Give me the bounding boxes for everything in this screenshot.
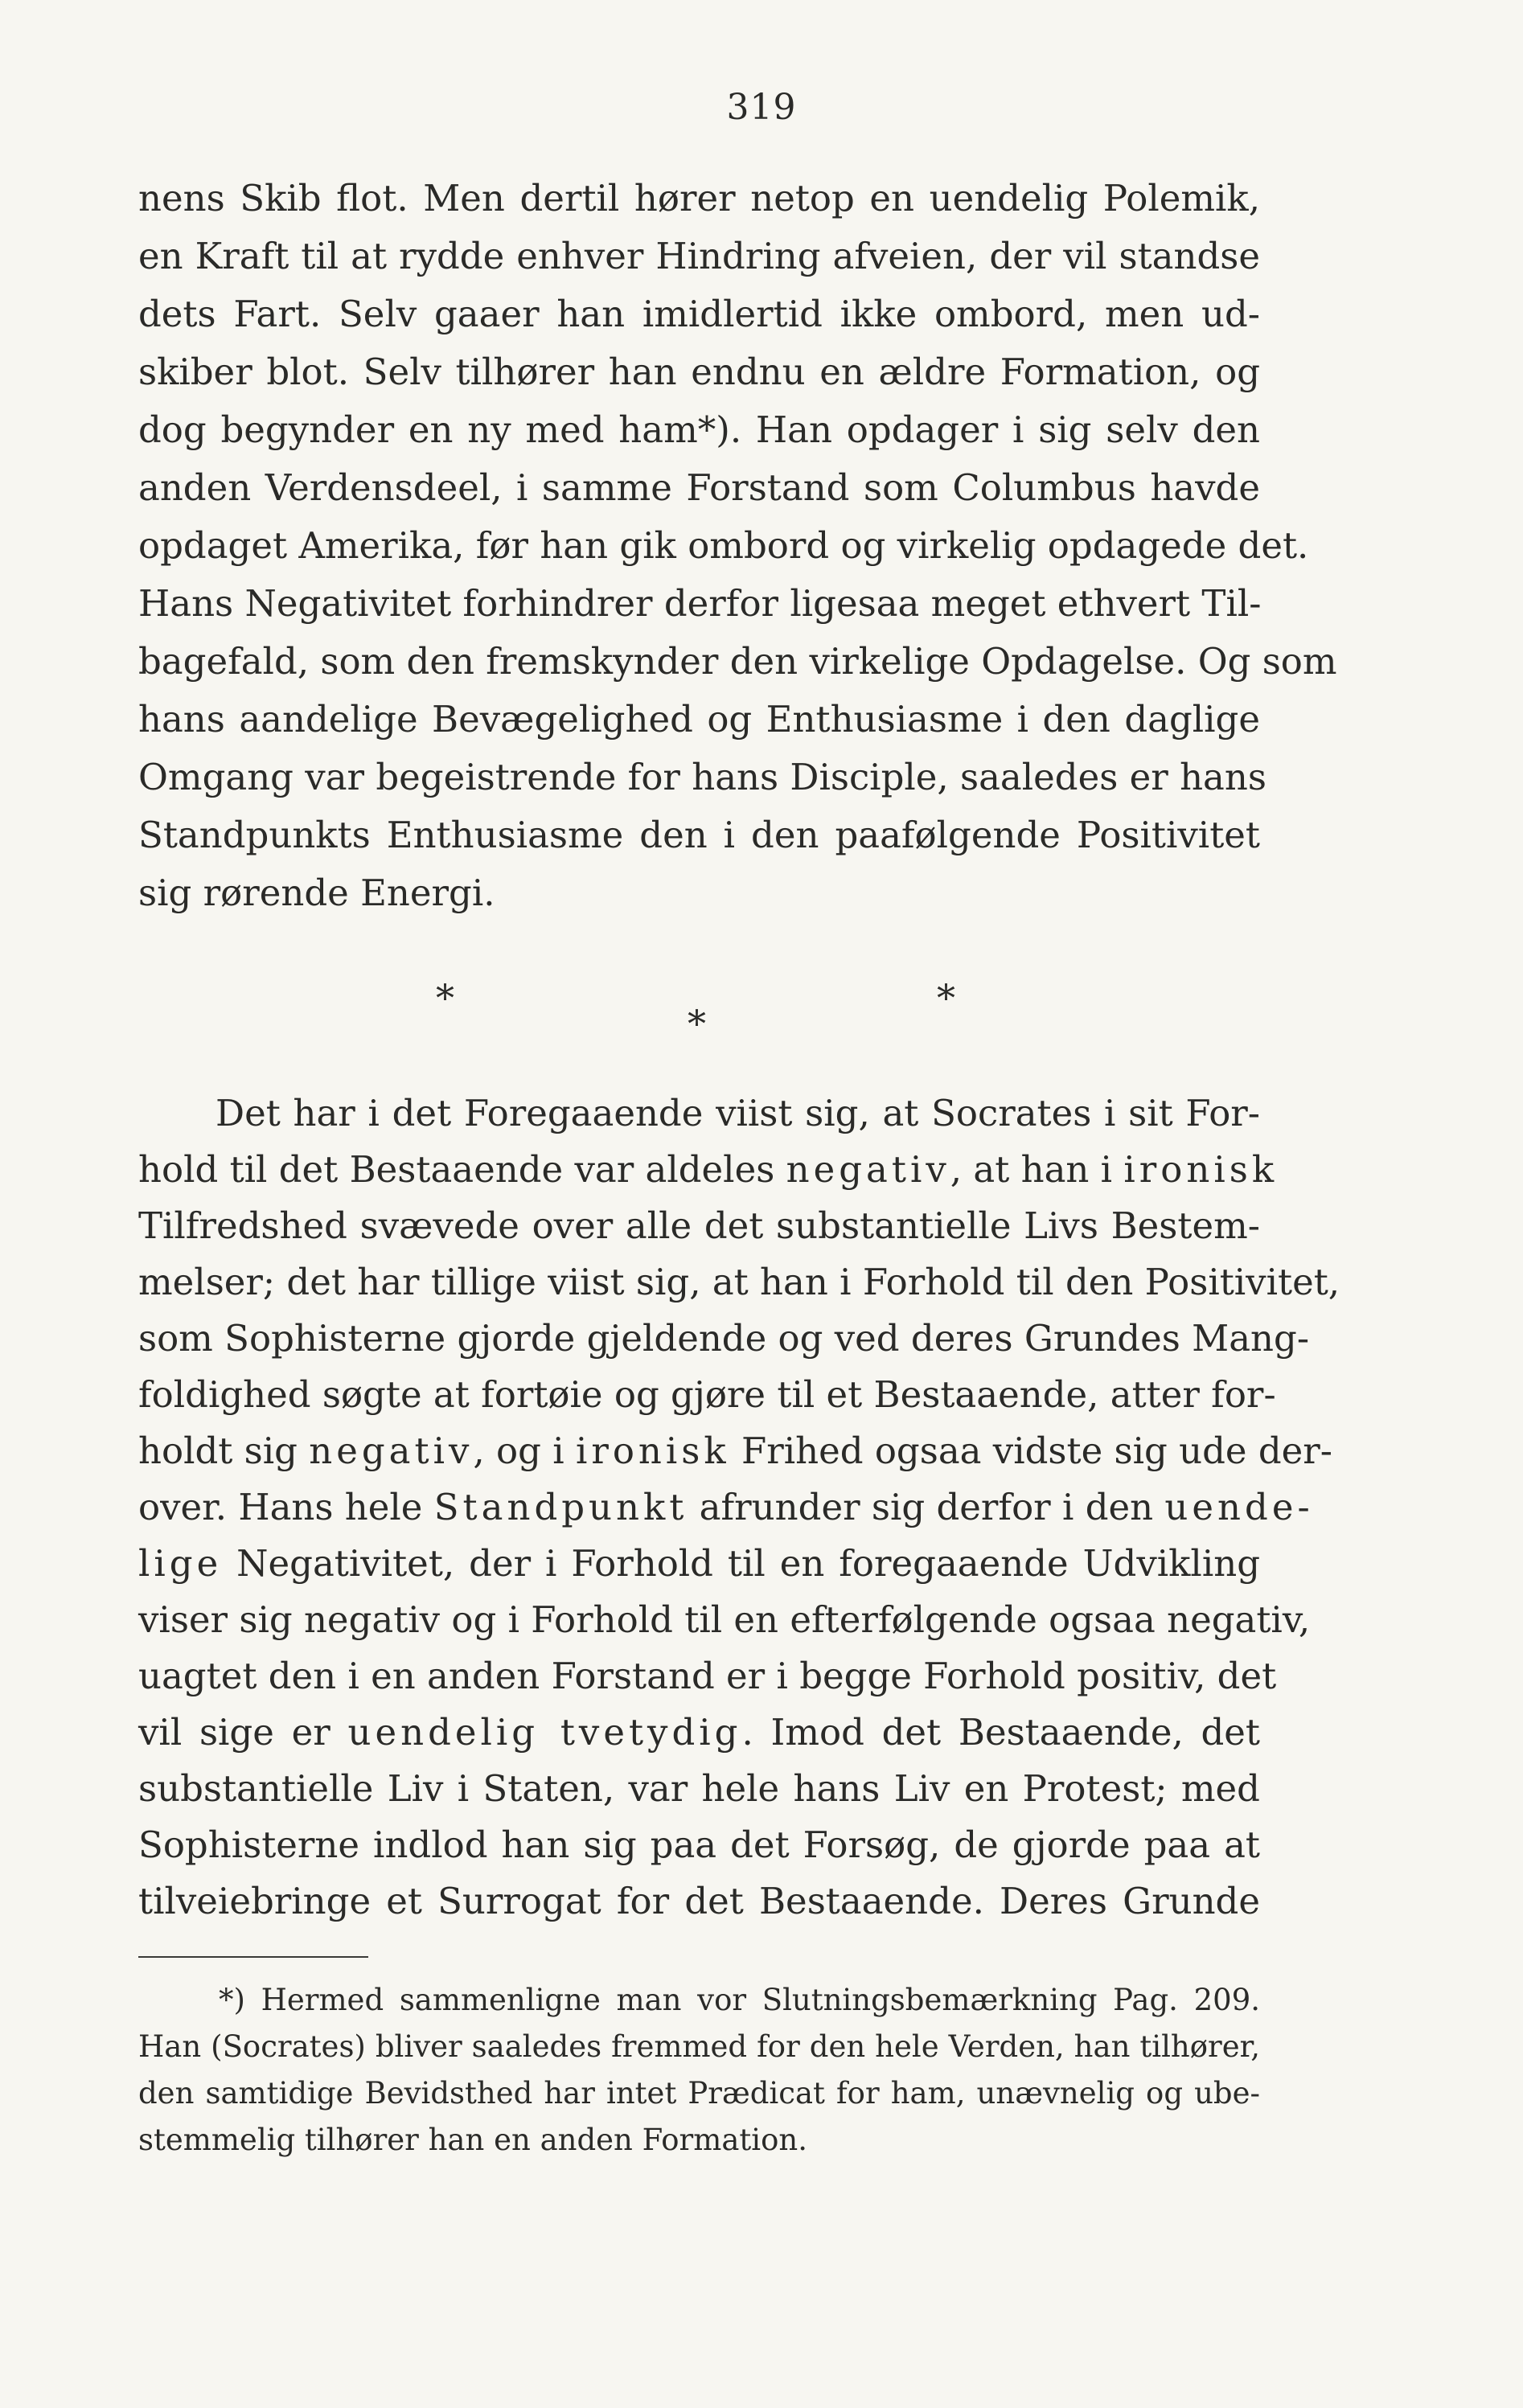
asterisk: * <box>937 976 955 1019</box>
text-line: nens Skib flot. Men dertil hører netop en uendelig Polemik, <box>138 177 1260 219</box>
text-line: viser sig negativ og i Forhold til en efterfølgende ogsaa negativ, <box>138 1598 1311 1641</box>
spaced-emphasis: negativ <box>309 1430 474 1472</box>
text-line: hold til det Bestaaende var aldeles negativ, at han i ironisk <box>138 1148 1279 1191</box>
spaced-emphasis: uendelig tvetydig <box>347 1711 742 1754</box>
spaced-emphasis: ironisk <box>575 1430 730 1472</box>
text-line: Hans Negativitet forhindrer derfor ligesaa meget ethvert Til- <box>138 582 1262 625</box>
text-line: uagtet den i en anden Forstand er i begge Forhold positiv, det <box>138 1655 1277 1697</box>
spaced-emphasis: Standpunkt <box>433 1486 688 1528</box>
text-line: tilveiebringe et Surrogat for det Bestaaende. Deres Grunde <box>138 1880 1260 1922</box>
text-line: en Kraft til at rydde enhver Hindring afveien, der vil standse <box>138 235 1260 277</box>
text-line: bagefald, som den fremskynder den virkelige Opdagelse. Og som <box>138 640 1337 683</box>
footnote-line: den samtidige Bevidsthed har intet Prædicat for ham, unævnelig og ube- <box>138 2076 1260 2111</box>
text-line: vil sige er uendelig tvetydig. Imod det Bestaaende, det <box>138 1711 1261 1754</box>
footnote-line: stemmelig tilhører han en anden Formation. <box>138 2123 807 2157</box>
text-line: dets Fart. Selv gaaer han imidlertid ikke ombord, men ud- <box>138 293 1260 335</box>
text-line: foldighed søgte at fortøie og gjøre til et Bestaaende, atter for- <box>138 1373 1276 1416</box>
text-line: sig rørende Energi. <box>138 872 495 914</box>
text-line: Omgang var begeistrende for hans Disciple, saaledes er hans <box>138 756 1266 798</box>
spaced-emphasis: negativ <box>786 1148 950 1191</box>
text-line: over. Hans hele Standpunkt afrunder sig derfor i den uende- <box>138 1486 1314 1528</box>
text-line: opdaget Amerika, før han gik ombord og virkelig opdagede det. <box>138 524 1309 567</box>
text-line: skiber blot. Selv tilhører han endnu en ældre Formation, og <box>138 351 1260 393</box>
text-line: Sophisterne indlod han sig paa det Forsøg, de gjorde paa at <box>138 1823 1260 1866</box>
text-line: substantielle Liv i Staten, var hele hans Liv en Protest; med <box>138 1767 1260 1810</box>
spaced-emphasis: lige <box>138 1542 223 1585</box>
text-line: lige Negativitet, der i Forhold til en foregaaende Udvikling <box>138 1542 1260 1585</box>
text-line: melser; det har tillige viist sig, at han i Forhold til den Positivitet, <box>138 1261 1340 1303</box>
text-line: hans aandelige Bevægelighed og Enthusiasme i den daglige <box>138 698 1260 740</box>
footnote-line: *) Hermed sammenligne man vor Slutningsbemærkning Pag. 209. <box>219 1983 1260 2017</box>
text-line: Tilfredshed svævede over alle det substantielle Livs Bestem- <box>138 1204 1260 1247</box>
text-line: anden Verdensdeel, i samme Forstand som Columbus havde <box>138 466 1260 509</box>
text-line: holdt sig negativ, og i ironisk Frihed ogsaa vidste sig ude der- <box>138 1430 1332 1472</box>
text-line: som Sophisterne gjorde gjeldende og ved deres Grundes Mang- <box>138 1317 1310 1360</box>
text-line: dog begynder en ny med ham*). Han opdager i sig selv den <box>138 408 1260 451</box>
spaced-emphasis: uende- <box>1164 1486 1314 1528</box>
text-line: Standpunkts Enthusiasme den i den paafølgende Positivitet <box>138 814 1260 856</box>
footnote-line: Han (Socrates) bliver saaledes fremmed for den hele Verden, han tilhører, <box>138 2029 1260 2064</box>
footnote-rule <box>138 1956 368 1958</box>
asterisk: * <box>436 976 454 1019</box>
page-number: 319 <box>726 87 797 128</box>
text-line: Det har i det Foregaaende viist sig, at Socrates i sit For- <box>216 1092 1260 1134</box>
asterisk: * <box>688 1002 706 1045</box>
spaced-emphasis: ironisk <box>1123 1148 1279 1191</box>
